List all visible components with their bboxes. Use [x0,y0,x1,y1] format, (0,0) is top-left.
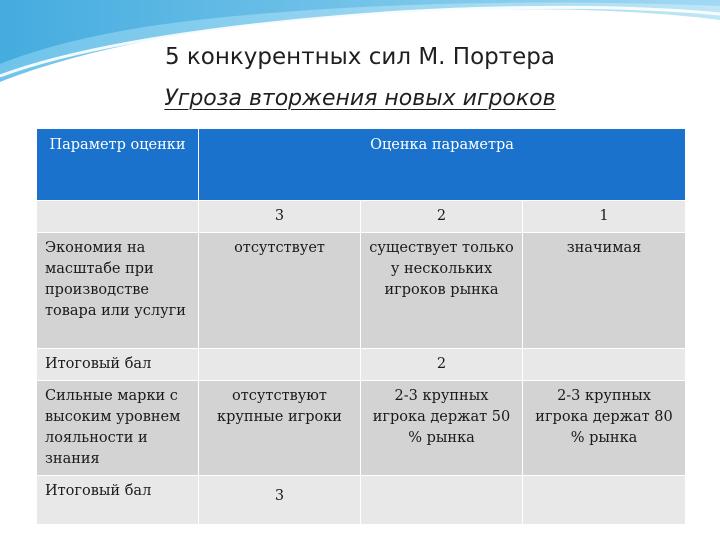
slide-title: 5 конкурентных сил М. Портера [164,44,556,70]
row-score-3-cell: отсутствуют крупные игроки [199,381,361,476]
total-row [37,349,686,381]
score-2-cell: 2 [361,201,523,233]
row-score-1-cell: значимая [523,233,686,349]
total-label-cell: Итоговый бал [37,349,199,381]
row-score-2-cell: существует только у нескольких игроков рынка [361,233,523,349]
total-value-cell: 3 [199,476,361,525]
total-label-cell: Итоговый бал [37,476,199,525]
score-3-cell: 3 [199,201,361,233]
row-score-1-cell: 2-3 крупных игрока держат 80 % рынка [523,381,686,476]
slide-subtitle: Угроза вторжения новых игроков [164,86,556,111]
row-score-3-cell: отсутствует [199,233,361,349]
header-row [37,129,686,201]
score-blank-cell [37,201,199,233]
header-evaluation-cell: Оценка параметра [199,129,686,201]
table-row [37,381,686,476]
header-param-cell: Параметр оценки [37,129,199,201]
porter-table [36,128,686,525]
total-blank-cell [523,476,686,525]
total-value-cell: 2 [361,349,523,381]
total-blank-cell [523,349,686,381]
score-1-cell: 1 [523,201,686,233]
row-label-cell: Экономия на масштабе при производстве товара или услуги [37,233,199,349]
row-label-cell: Сильные марки с высоким уровнем лояльности и знания [37,381,199,476]
total-blank-cell [199,349,361,381]
table-row [37,233,686,349]
score-row [37,201,686,233]
row-score-2-cell: 2-3 крупных игрока держат 50 % рынка [361,381,523,476]
total-blank-cell [361,476,523,525]
total-row [37,476,686,525]
